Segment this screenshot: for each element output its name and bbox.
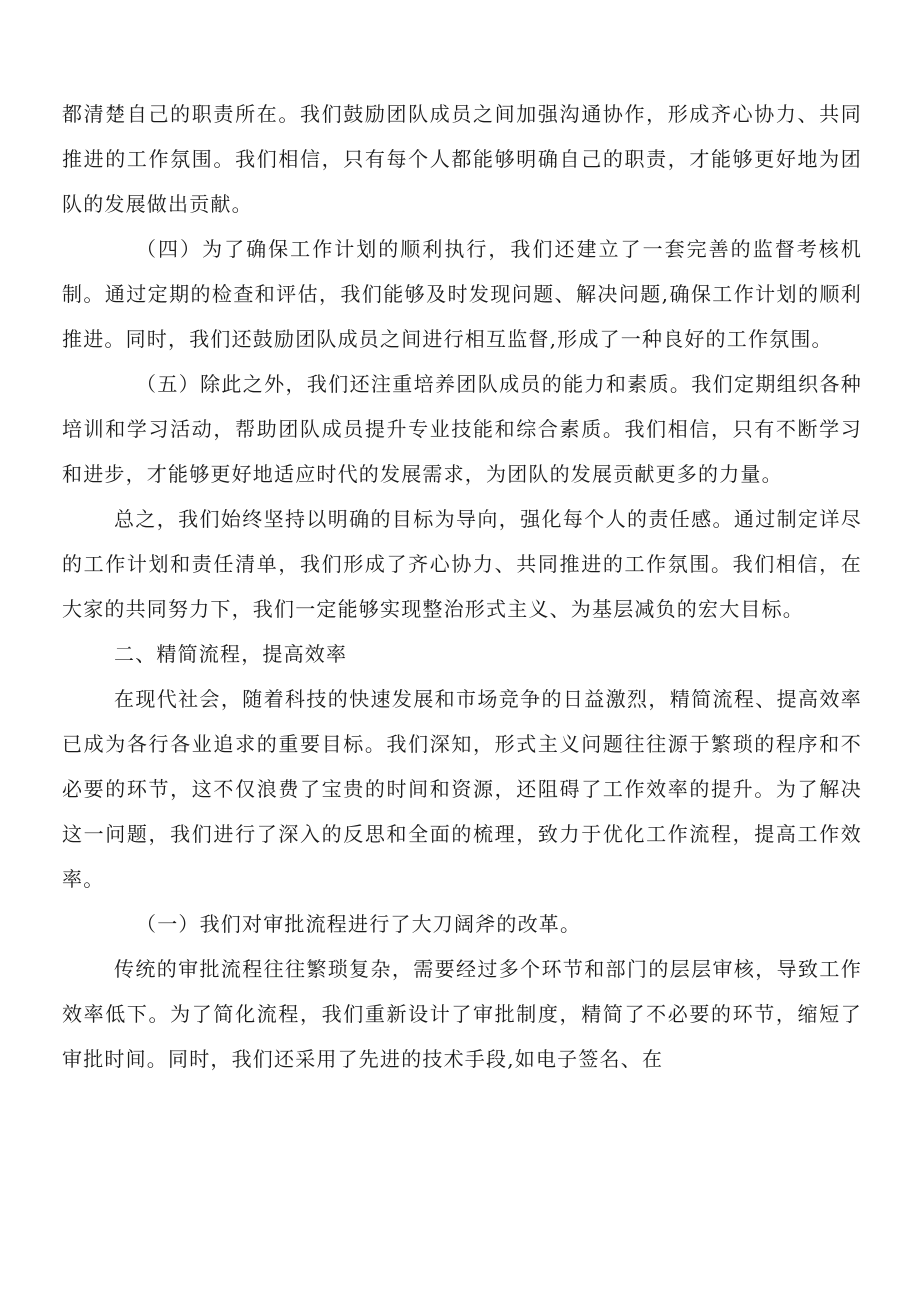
paragraph-item-five: （五）除此之外，我们还注重培养团队成员的能力和素质。我们定期组织各种培训和学习活动，帮助团队成员提升专业技能和综合素质。我们相信，只有不断学习和进步，才能够更好地适应时代的发展需求，为团队的发展贡献更多的力量。 <box>62 372 862 486</box>
section-heading: 二、精简流程，提高效率 <box>114 642 348 666</box>
paragraph-continuation: 都清楚自己的职责所在。我们鼓励团队成员之间加强沟通协作，形成齐心协力、共同推进的工作氛围。我们相信，只有每个人都能够明确自己的职责，才能够更好地为团队的发展做出贡献。 <box>62 102 862 216</box>
paragraph-intro: 在现代社会，随着科技的快速发展和市场竞争的日益激烈，精简流程、提高效率已成为各行各业追求的重要目标。我们深知，形式主义问题往往源于繁琐的程序和不必要的环节，这不仅浪费了宝贵的时间和资源，还阻碍了工作效率的提升。为了解决这一问题，我们进行了深入的反思和全面的梳理，致力于优化工作流程，提高工作效率。 <box>62 687 862 891</box>
paragraph-item-one: （一）我们对审批流程进行了大刀阔斧的改革。 <box>136 912 582 936</box>
paragraph-summary: 总之，我们始终坚持以明确的目标为导向，强化每个人的责任感。通过制定详尽的工作计划和责任清单，我们形成了齐心协力、共同推进的工作氛围。我们相信，在大家的共同努力下，我们一定能够实现整治形式主义、为基层减负的宏大目标。 <box>62 507 862 621</box>
document-body <box>62 92 862 1082</box>
paragraph-approval: 传统的审批流程往往繁琐复杂，需要经过多个环节和部门的层层审核，导致工作效率低下。为了简化流程，我们重新设计了审批制度，精简了不必要的环节，缩短了审批时间。同时，我们还采用了先进的技术手段,如电子签名、在 <box>62 957 862 1071</box>
paragraph-item-four: （四）为了确保工作计划的顺利执行，我们还建立了一套完善的监督考核机制。通过定期的检查和评估，我们能够及时发现问题、解决问题,确保工作计划的顺利推进。同时，我们还鼓励团队成员之间进行相互监督,形成了一种良好的工作氛围。 <box>62 237 862 351</box>
